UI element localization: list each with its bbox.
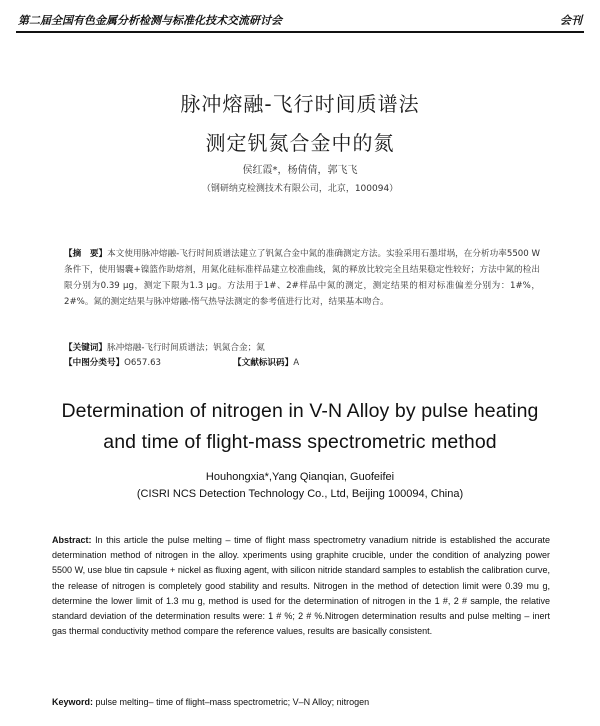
cn-keywords-label: 【关键词】 <box>64 343 107 353</box>
cn-keywords <box>64 341 265 353</box>
cn-classification-label: 【中图分类号】 <box>64 358 125 368</box>
cn-document-code-value: A <box>293 358 300 368</box>
cn-affiliation: （钢研纳克检测技术有限公司，北京，100094） <box>201 184 399 194</box>
header-rule <box>16 31 584 33</box>
section-label: 会刊 <box>560 15 582 27</box>
cn-title-line-2: 测定钒氮合金中的氮 <box>205 131 395 155</box>
cn-document-code-label: 【文献标识码】 <box>233 358 294 368</box>
en-authors: Houhongxia*,Yang Qianqian, Guofeifei <box>205 471 395 483</box>
cn-classification-row <box>64 356 299 368</box>
en-keywords <box>52 696 550 709</box>
en-title-line-2: and time of flight-mass spectrometric method <box>103 431 497 453</box>
en-keywords-text: pulse melting– time of flight–mass spectrometric; V–N Alloy; nitrogen <box>95 697 370 707</box>
cn-title-line-1: 脉冲熔融-飞行时间质谱法 <box>180 92 420 116</box>
cn-abstract-text: 本文使用脉冲熔融-飞行时间质谱法建立了钒氮合金中氮的准确测定方法。实验采用石墨坩埚，在分析功率5500 W条件下，使用锡囊+镍篮作助熔剂，用氮化硅标准样品建立校准曲线，氮的释放比较完全且结果稳定性较好；方法中氮的检出限分别为0.39 μg，测定下限为1.3 μg。方法用于1#、2#样品中氮的测定，测定结果的相对标准偏差分别为：1#%，2#%。氮的测定结果与脉冲熔融-惰气热导法测定的参考值进行比对，结果基本吻合。 <box>64 249 540 307</box>
en-abstract-text: In this article the pulse melting – time of flight mass spectrometry vanadium nitride is established the accurate determination method of nitrogen in the alloy. xperiments using graphite crucible, under the condition of analyzing power 5500 W, use blue tin capsule + nickel as fluxing agent, with silicon nitride standard samples to establish the calibration curve, the release of nitrogen is completely good stability and results. Nitrogen in the method of detection limit were 0.39 mu g, determine the lower limit of 1.3 mu g, method is used for the determination of nitrogen in the 1 #, 2 # sample, the relative standard deviation of the determination results were: 1 # %; 2 # %.Nitrogen determination results and pulse melting – inert gas thermal conductivity method compare the reference values, results are basically consistent. <box>52 535 550 637</box>
cn-abstract-label: 【摘 要】 <box>64 249 108 259</box>
en-affiliation: (CISRI NCS Detection Technology Co., Ltd, Beijing 100094, China) <box>136 488 464 500</box>
en-abstract <box>52 533 550 639</box>
conference-name: 第二届全国有色金属分析检测与标准化技术交流研讨会 <box>18 15 282 27</box>
cn-authors: 侯红霞*，杨倩倩，郭飞飞 <box>242 165 358 176</box>
cn-classification-value: O657.63 <box>124 358 162 368</box>
en-title-line-1: Determination of nitrogen in V-N Alloy by pulse heating <box>61 400 539 422</box>
en-abstract-label: Abstract: <box>52 535 92 545</box>
cn-keywords-text: 脉冲熔融-飞行时间质谱法；钒氮合金；氮 <box>106 343 265 353</box>
en-keywords-label: Keyword: <box>52 697 94 707</box>
cn-abstract <box>64 246 540 310</box>
